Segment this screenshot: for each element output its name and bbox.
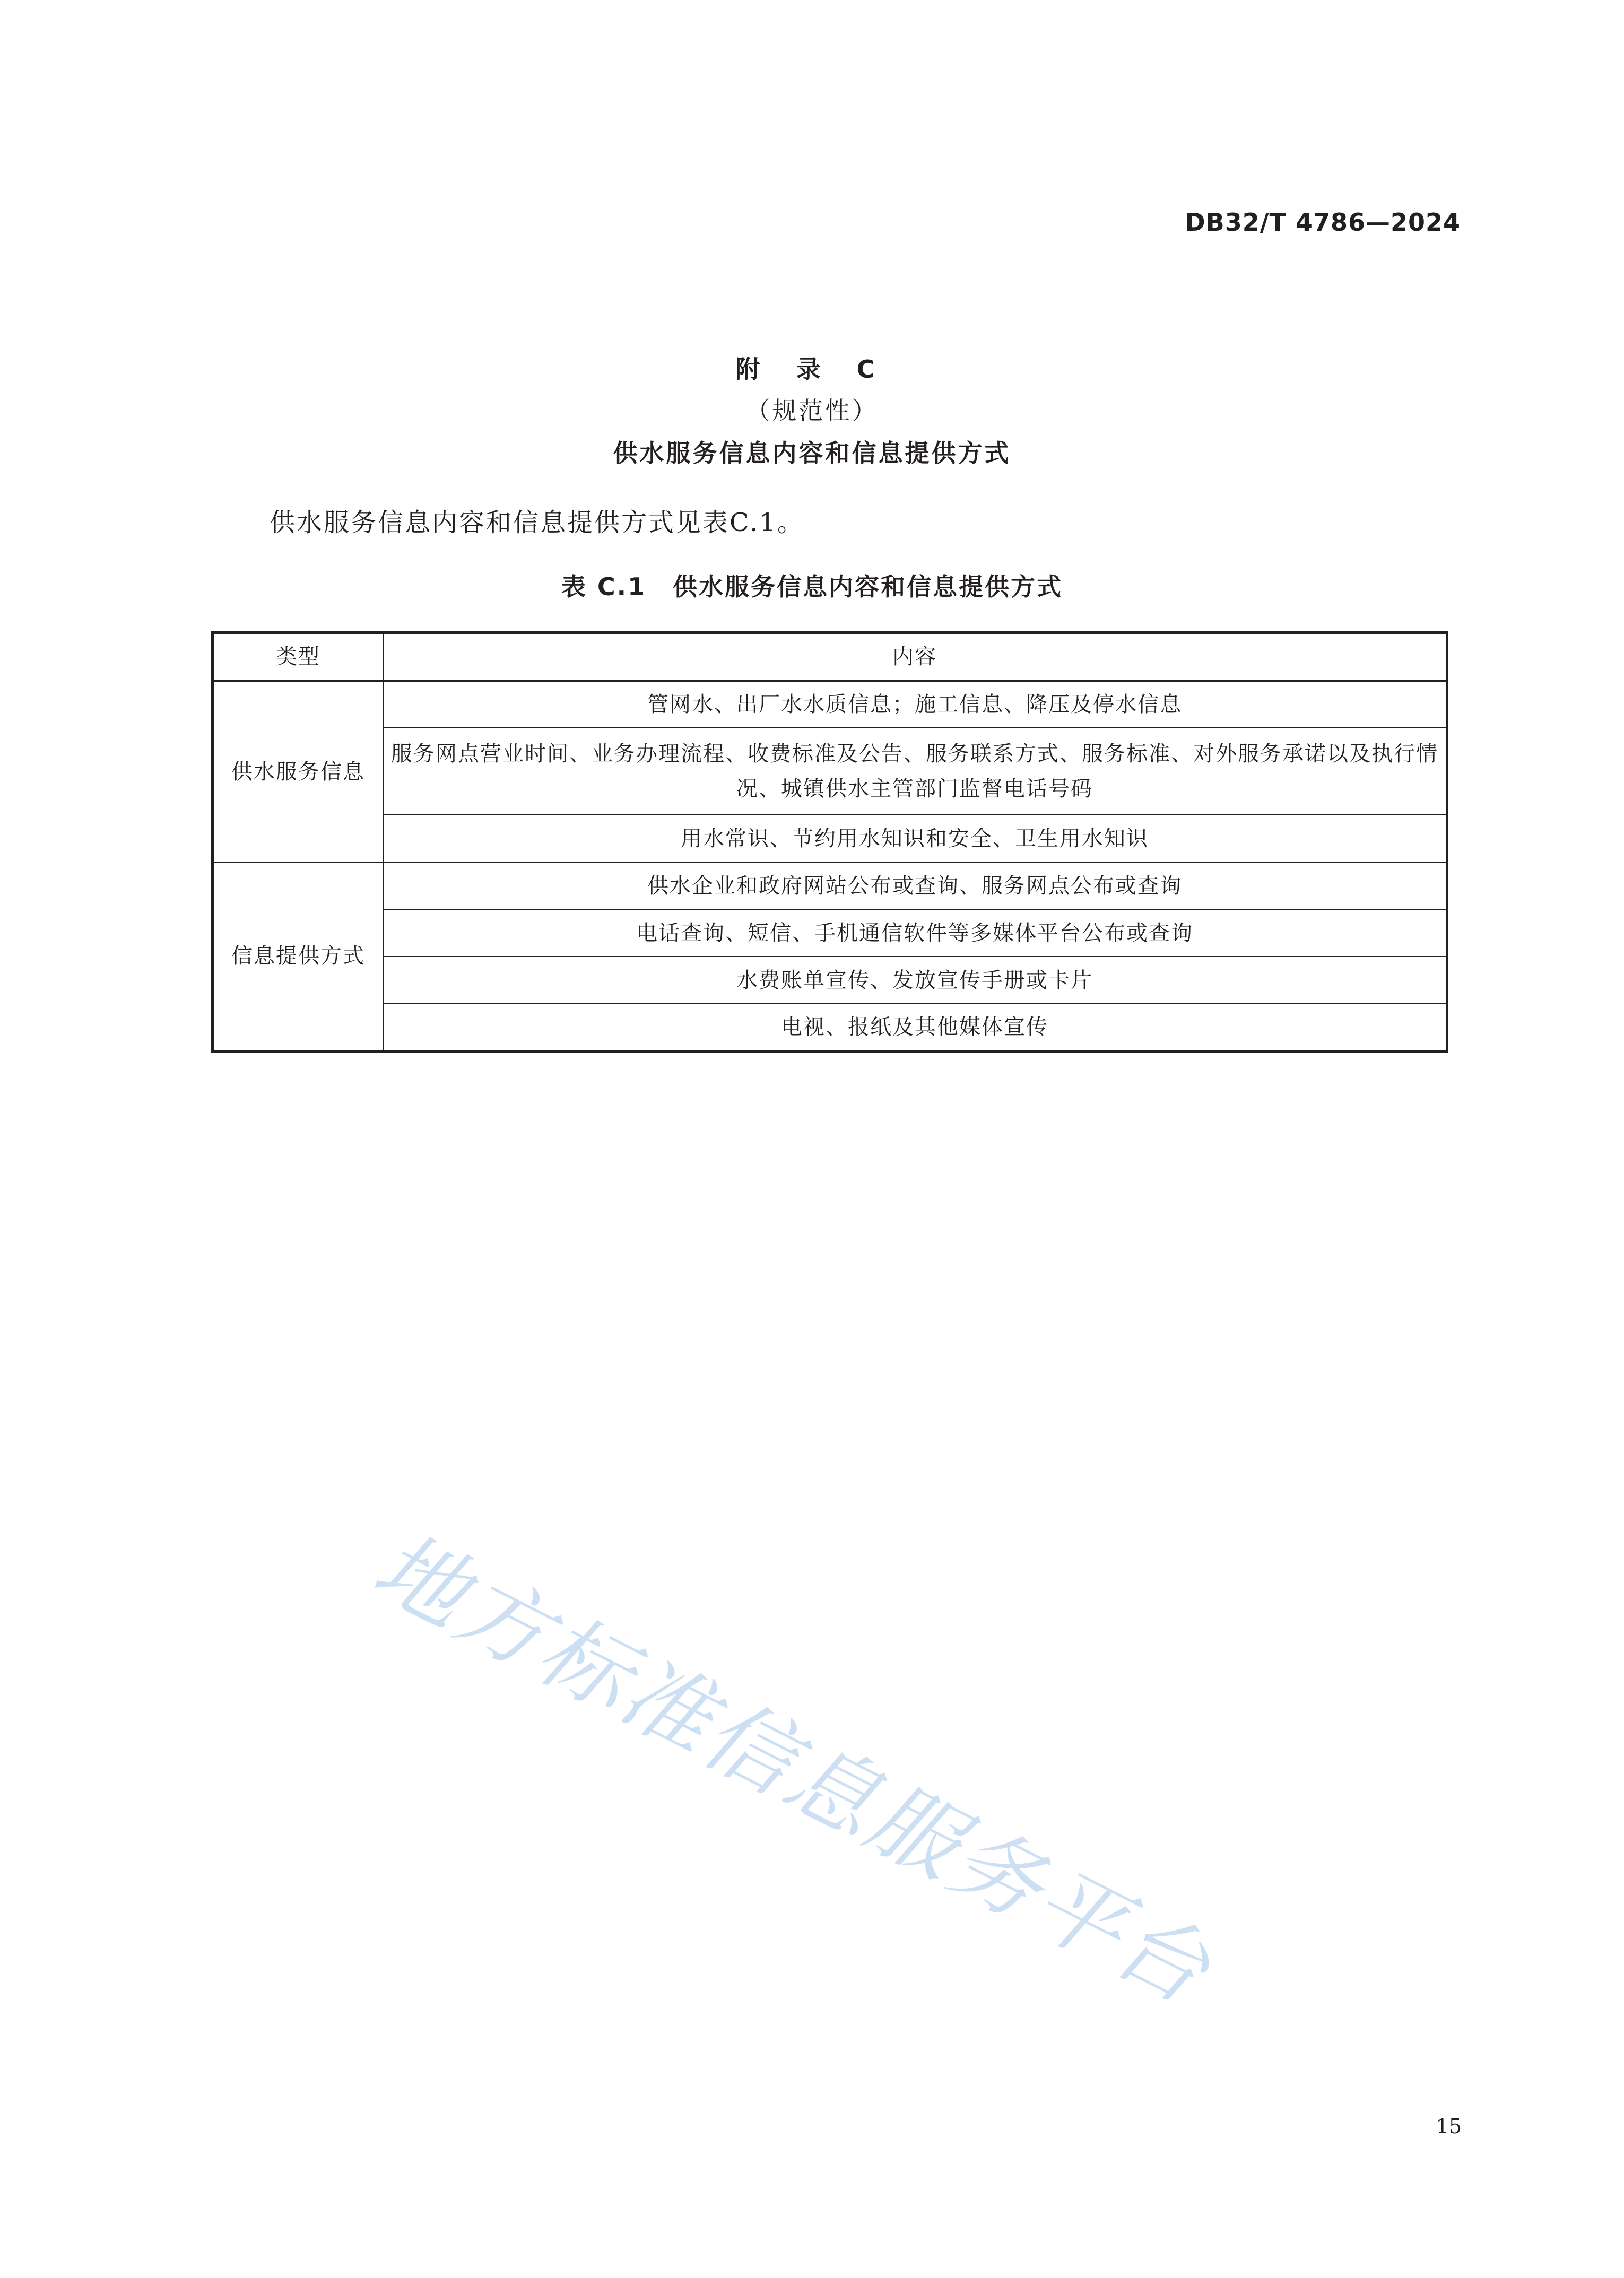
appendix-heading: 供水服务信息内容和信息提供方式 xyxy=(613,439,1011,467)
table-caption-title: 供水服务信息内容和信息提供方式 xyxy=(673,572,1063,601)
type-cell-provision-method: 信息提供方式 xyxy=(213,862,384,1051)
table-row xyxy=(213,728,1447,815)
content-cell: 电话查询、短信、手机通信软件等多媒体平台公布或查询 xyxy=(383,909,1447,957)
standard-number: DB32/T 4786—2024 xyxy=(1185,208,1461,237)
table-row xyxy=(213,862,1447,909)
appendix-label: 附 录 C xyxy=(735,355,889,384)
header-content: 内容 xyxy=(383,633,1447,681)
content-cell: 服务网点营业时间、业务办理流程、收费标准及公告、服务联系方式、服务标准、对外服务承诺以及执行情况、城镇供水主管部门监督电话号码 xyxy=(383,728,1447,815)
intro-paragraph: 供水服务信息内容和信息提供方式见表C.1。 xyxy=(270,508,804,537)
content-cell: 用水常识、节约用水知识和安全、卫生用水知识 xyxy=(383,815,1447,862)
table-row xyxy=(213,957,1447,1004)
watermark: 地方标准信息服务平台 xyxy=(358,1513,1228,2025)
table-row xyxy=(213,681,1447,728)
content-cell: 管网水、出厂水水质信息；施工信息、降压及停水信息 xyxy=(383,681,1447,728)
table-header-row xyxy=(213,633,1447,681)
table-caption-number: 表 C.1 xyxy=(561,572,647,601)
header-type: 类型 xyxy=(213,633,384,681)
type-cell-supply-info: 供水服务信息 xyxy=(213,681,384,862)
content-cell: 供水企业和政府网站公布或查询、服务网点公布或查询 xyxy=(383,862,1447,909)
content-cell: 电视、报纸及其他媒体宣传 xyxy=(383,1004,1447,1051)
table-row xyxy=(213,815,1447,862)
content-cell: 水费账单宣传、发放宣传手册或卡片 xyxy=(383,957,1447,1004)
table-row xyxy=(213,1004,1447,1051)
info-table xyxy=(211,631,1448,1053)
page-number: 15 xyxy=(1436,2115,1462,2138)
table-caption xyxy=(0,568,1624,603)
table-row xyxy=(213,909,1447,957)
appendix-nature: （规范性） xyxy=(745,396,879,425)
